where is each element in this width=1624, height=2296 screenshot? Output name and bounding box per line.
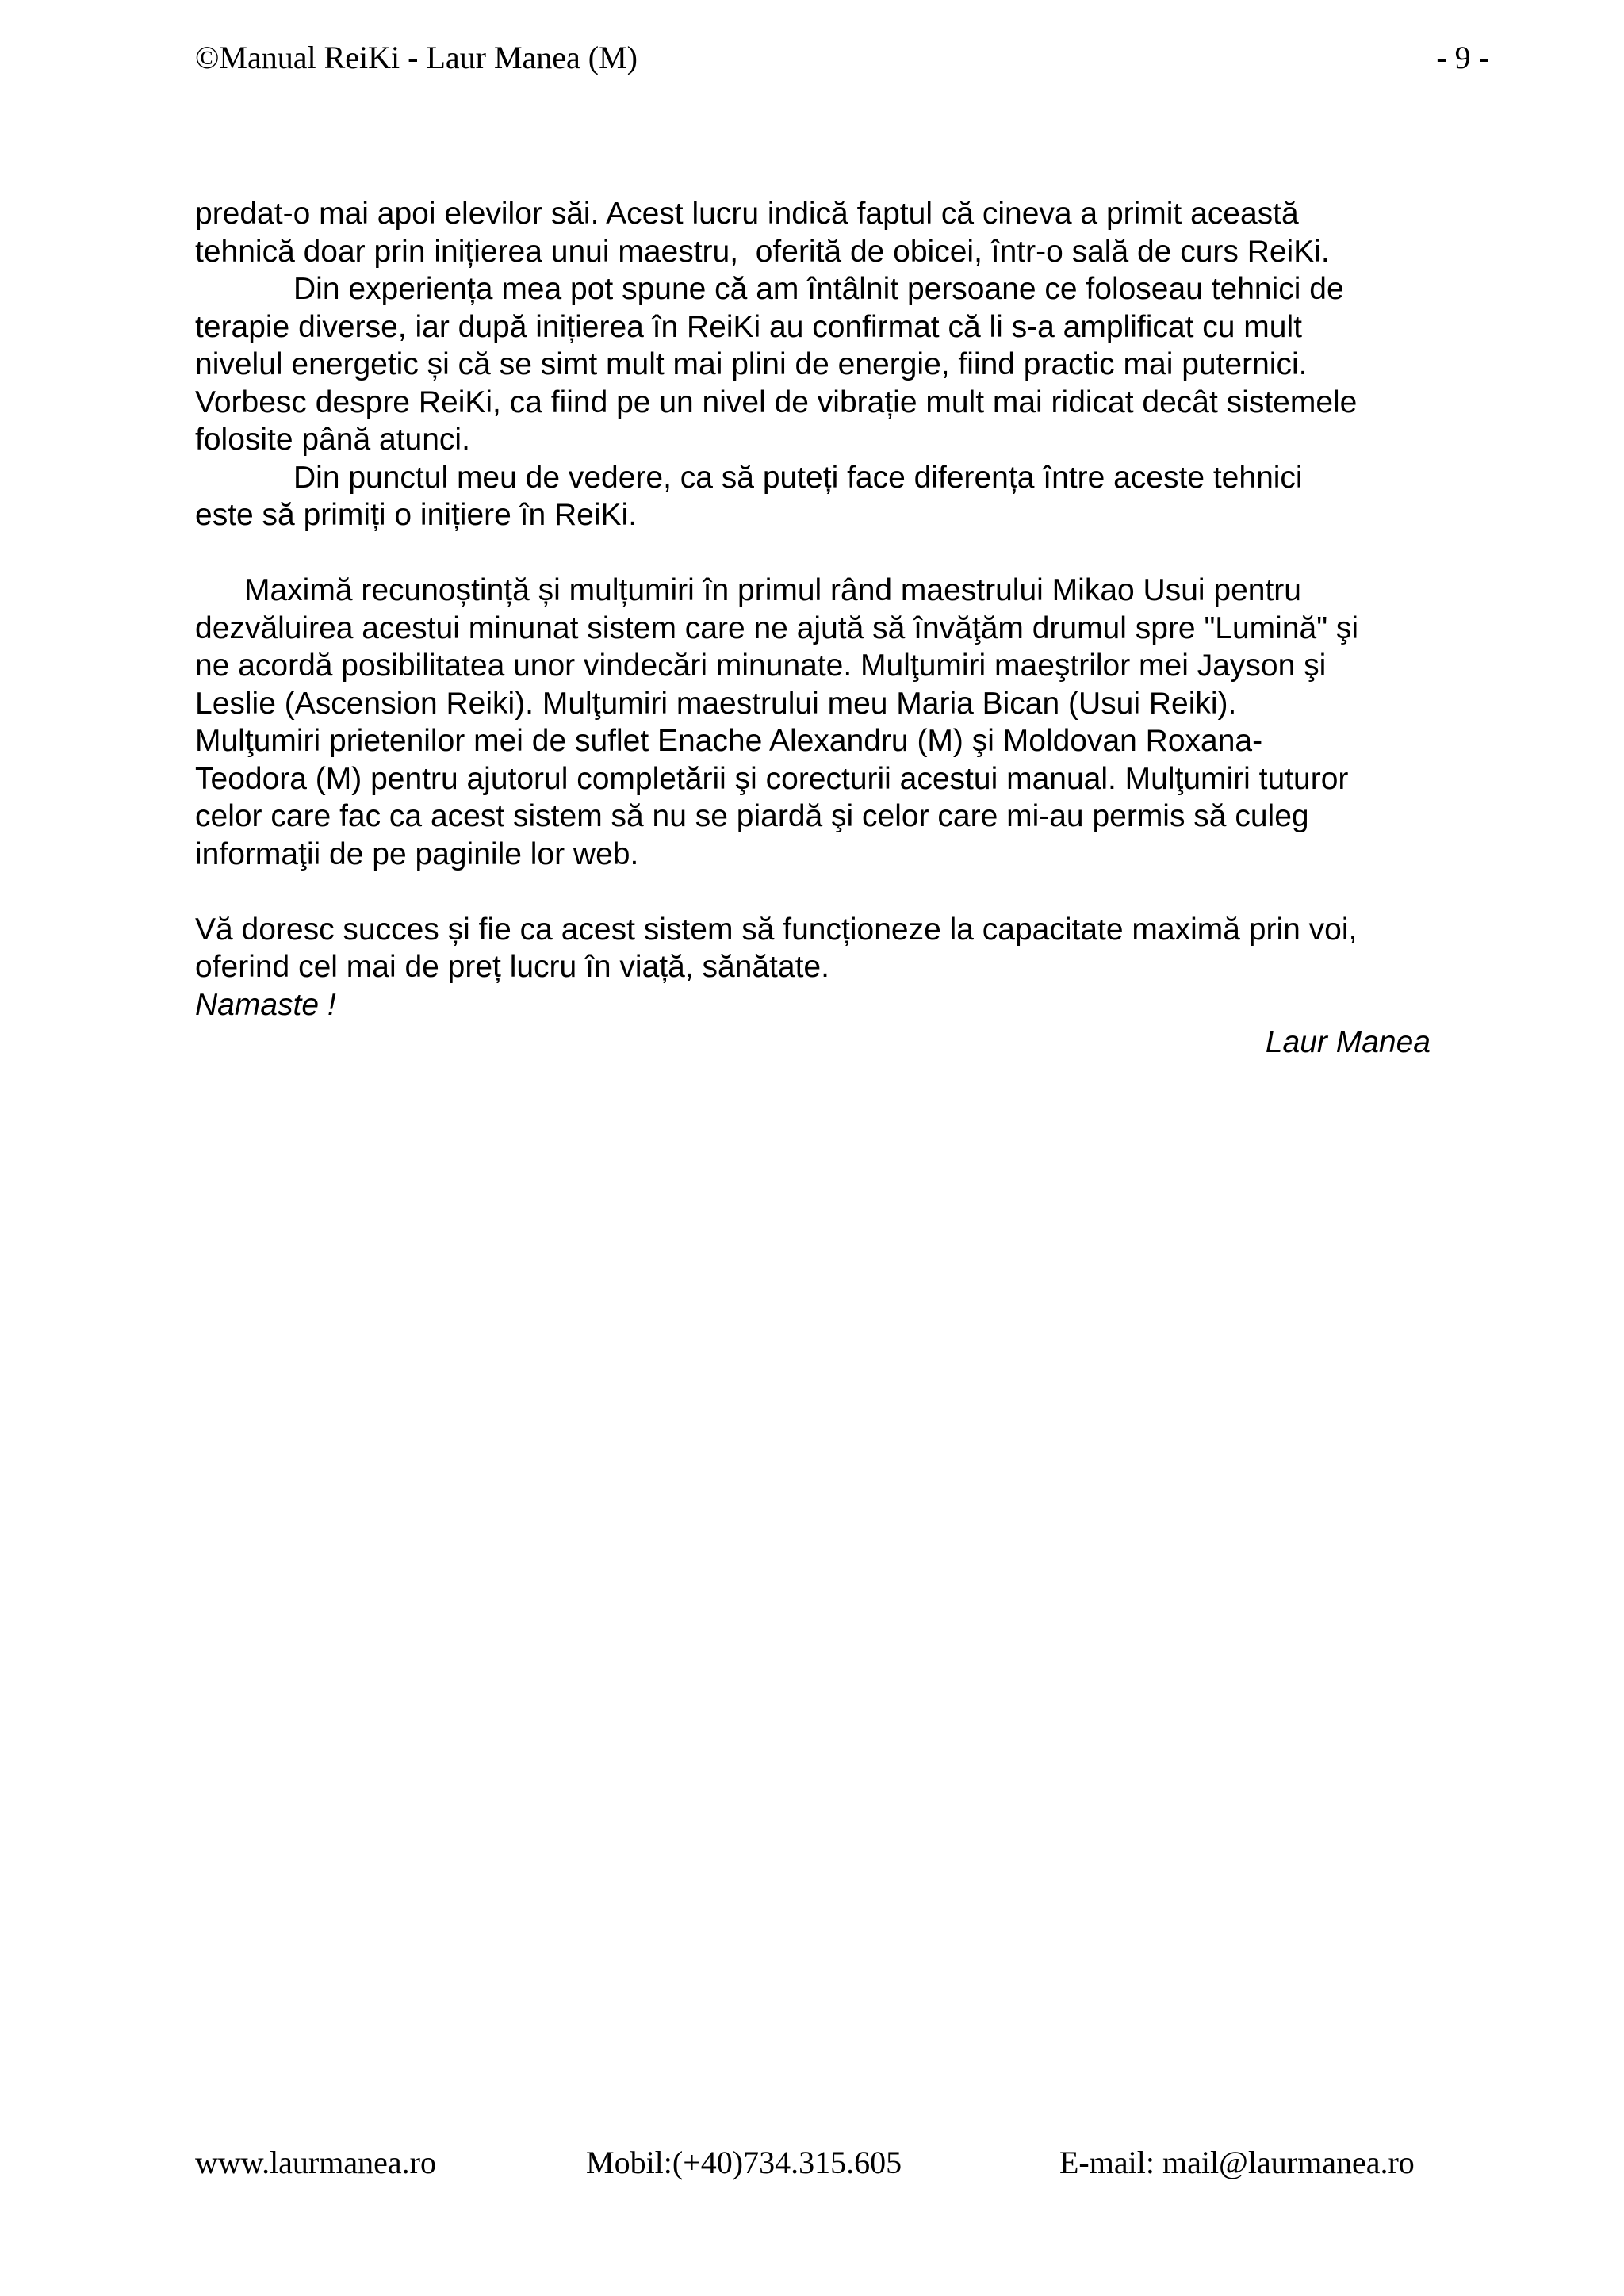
text-line: Leslie (Ascension Reiki). Mulţumiri maestrului meu Maria Bican (Usui Reiki). xyxy=(195,686,1237,721)
footer-phone: Mobil:(+40)734.315.605 xyxy=(586,2145,902,2180)
text-line: Maximă recunoștință și mulțumiri în primul rând maestrului Mikao Usui pentru xyxy=(244,573,1301,607)
page-header xyxy=(195,38,1489,78)
document-title: ©Manual ReiKi - Laur Manea (M) xyxy=(195,40,638,75)
paragraph-5 xyxy=(195,911,1496,1062)
page-footer xyxy=(195,2143,1496,2183)
text-line: celor care fac ca acest sistem să nu se piardă şi celor care mi-au permis să culeg xyxy=(195,799,1309,833)
text-line: Teodora (M) pentru ajutorul completării şi corecturii acestui manual. Mulţumiri tuturor xyxy=(195,761,1349,796)
text-line: Vorbesc despre ReiKi, ca fiind pe un nivel de vibrație mult mai ridicat decât sistemele xyxy=(195,385,1358,419)
text-line: terapie diverse, iar după inițierea în ReiKi au confirmat că li s-a amplificat cu mult xyxy=(195,309,1302,344)
text-line: Din experiența mea pot spune că am întâlnit persoane ce foloseau tehnici de xyxy=(293,272,1344,306)
text-line: Vă doresc succes și fie ca acest sistem să funcționeze la capacitate maximă prin voi, xyxy=(195,912,1358,947)
paragraph-2 xyxy=(195,270,1496,459)
text-line: este să primiți o inițiere în ReiKi. xyxy=(195,498,638,532)
text-line: informaţii de pe paginile lor web. xyxy=(195,836,639,871)
text-line: dezvăluirea acestui minunat sistem care ne ajută să învăţăm drumul spre "Lumină" şi xyxy=(195,610,1359,645)
paragraph-4 xyxy=(195,572,1496,873)
text-line: tehnică doar prin inițierea unui maestru, oferită de obicei, într-o sală de curs ReiKi. xyxy=(195,234,1330,269)
author-signature: Laur Manea xyxy=(1265,1025,1431,1059)
text-line: oferind cel mai de preț lucru în viață, sănătate. xyxy=(195,950,829,984)
footer-website: www.laurmanea.ro xyxy=(195,2145,436,2180)
page-number: - 9 - xyxy=(1436,40,1489,75)
text-line: Din punctul meu de vedere, ca să puteți face diferența între aceste tehnici xyxy=(293,460,1303,495)
footer-email: E-mail: mail@laurmanea.ro xyxy=(1059,2145,1415,2180)
document-body xyxy=(195,195,1496,1062)
paragraph-gap xyxy=(195,534,1496,572)
text-line: Mulţumiri prietenilor mei de suflet Enache Alexandru (M) şi Moldovan Roxana- xyxy=(195,724,1263,758)
paragraph-gap xyxy=(195,873,1496,911)
text-line: ne acordă posibilitatea unor vindecări minunate. Mulţumiri maeştrilor mei Jayson şi xyxy=(195,649,1327,683)
text-line: folosite până atunci. xyxy=(195,423,470,457)
closing-greeting: Namaste ! xyxy=(195,987,336,1022)
text-line: nivelul energetic și că se simt mult mai plini de energie, fiind practic mai puternici. xyxy=(195,347,1308,381)
paragraph-1 xyxy=(195,195,1496,270)
paragraph-3 xyxy=(195,459,1496,534)
text-line: predat-o mai apoi elevilor săi. Acest lucru indică faptul că cineva a primit această xyxy=(195,197,1299,231)
